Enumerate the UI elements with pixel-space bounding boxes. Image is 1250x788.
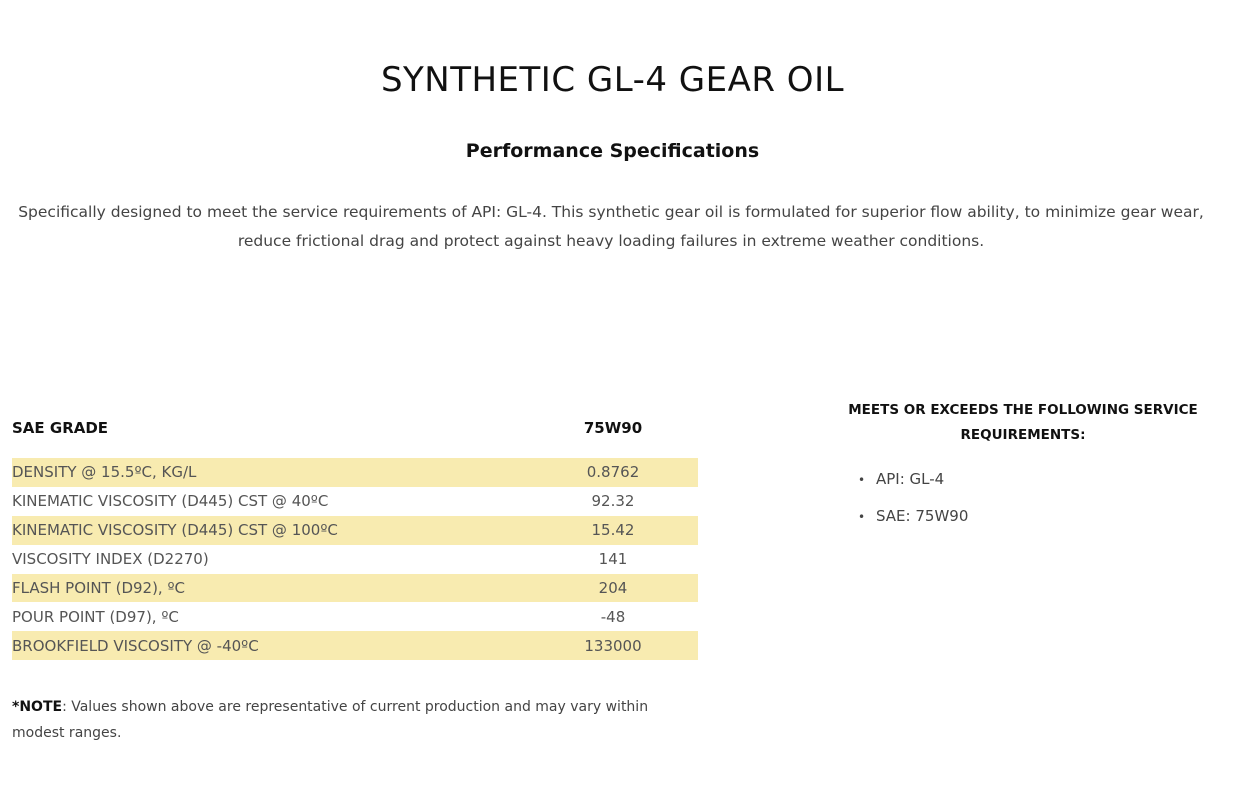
spec-value: -48 (600, 607, 626, 626)
page-title: SYNTHETIC GL-4 GEAR OIL (380, 60, 845, 100)
spec-value: 0.8762 (528, 458, 698, 487)
spec-table (12, 412, 698, 660)
spec-value: 141 (598, 550, 628, 569)
spec-label: DENSITY @ 15.5ºC, KG/L (12, 458, 528, 487)
spec-value: 92.32 (591, 492, 635, 511)
spec-row-flash-point (12, 574, 698, 603)
section-subtitle: Performance Specifications (465, 140, 760, 162)
footnote (12, 694, 672, 746)
spec-label: KINEMATIC VISCOSITY (D445) CST @ 100ºC (12, 516, 528, 545)
spec-label: KINEMATIC VISCOSITY (D445) CST @ 40ºC (12, 492, 329, 511)
spec-label: VISCOSITY INDEX (D2270) (12, 550, 209, 569)
bullet-icon: • (858, 473, 866, 487)
list-item (858, 466, 968, 503)
service-requirements-heading: MEETS OR EXCEEDS THE FOLLOWING SERVICE REQUIREMENTS: (848, 402, 1198, 443)
intro-paragraph: Specifically designed to meet the service requirements of API: GL-4. This synthetic gear oil is formulated for superior flow ability, to minimize gear wear, reduce frictional drag and protect against heavy loading failures in extreme weather conditions. (18, 203, 1204, 250)
spec-value: 204 (528, 574, 698, 603)
note-text: : Values shown above are representative of current production and may vary within modest ranges. (12, 699, 649, 741)
bullet-icon: • (858, 510, 866, 524)
service-requirements-list (858, 466, 968, 540)
spec-row-viscosity-40 (12, 487, 698, 516)
spec-row-density (12, 458, 698, 487)
spec-value: 133000 (528, 631, 698, 660)
spec-label: FLASH POINT (D92), ºC (12, 574, 528, 603)
spec-row-viscosity-index (12, 545, 698, 574)
list-item (858, 503, 968, 540)
spec-row-pour-point (12, 602, 698, 631)
spec-row-viscosity-100 (12, 516, 698, 545)
service-item-label: API: GL-4 (876, 470, 945, 488)
service-item-label: SAE: 75W90 (876, 507, 969, 525)
spec-label: BROOKFIELD VISCOSITY @ -40ºC (12, 631, 528, 660)
spec-value: 15.42 (528, 516, 698, 545)
spec-table-header-row (12, 412, 698, 458)
note-label: *NOTE (12, 699, 63, 715)
spec-row-brookfield (12, 631, 698, 660)
spec-label: POUR POINT (D97), ºC (12, 607, 179, 626)
sae-grade-header: SAE GRADE (12, 419, 109, 437)
grade-value-header: 75W90 (583, 419, 643, 437)
